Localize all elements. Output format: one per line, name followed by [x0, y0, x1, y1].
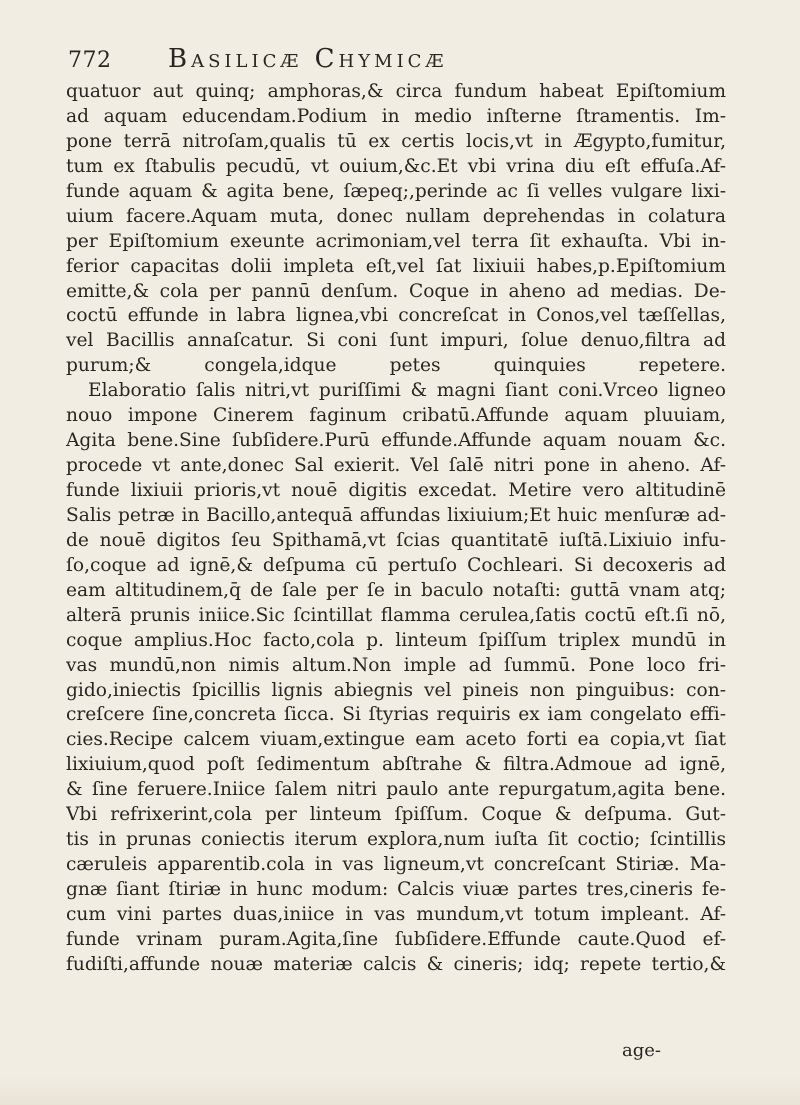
text-line: Elaboratio ſalis nitri,vt puriſſimi & magni ſiant coni.Vrceo ligneo — [88, 380, 726, 402]
page-header — [68, 44, 708, 78]
text-line: tis in prunas coniectis iterum explora,num iuſta ſit coctio; ſcintillis — [66, 829, 726, 851]
text-line: eam altitudinem,q̄ de ſale per ſe in baculo notaſti: guttā vnam atq; — [66, 579, 726, 601]
text-line: nouo impone Cinerem faginum cribatū.Affunde aquam pluuiam, — [66, 405, 726, 427]
text-line: & ſine feruere.Iniice ſalem nitri paulo ante repurgatum,agita bene. — [66, 779, 726, 801]
text-line: coctū effunde in labra lignea,vbi concreſcat in Conos,vel tæſſellas, — [66, 305, 726, 327]
page-edge — [0, 1077, 800, 1105]
body-text — [66, 80, 726, 978]
catchword: age- — [622, 1040, 661, 1061]
text-line: procede vt ante,donec Sal exierit. Vel ſalē nitri pone in aheno. Af- — [66, 455, 726, 477]
text-line: de nouē digitos ſeu Spithamā,vt ſcias quantitatē iuſtā.Lixiuio infu- — [66, 529, 726, 551]
text-line: emitte,& cola per pannū denſum. Coque in aheno ad medias. De- — [66, 280, 726, 302]
text-line: vel Bacillis annaſcatur. Si coni ſunt impuri, ſolue denuo,filtra ad — [66, 330, 726, 352]
running-head: Basilicæ Chymicæ — [168, 44, 448, 74]
text-line: gnæ ſiant ſtiriæ in hunc modum: Calcis viuæ partes tres,cineris fe- — [66, 879, 726, 900]
text-line: ad aquam educendam.Podium in medio inſterne ſtramentis. Im- — [66, 105, 726, 127]
text-line: tum ex ſtabulis pecudū, vt ouium,&c.Et vbi vrina diu eſt effuſa.Af- — [66, 155, 726, 177]
text-line: ferior capacitas dolii impleta eſt,vel ſat lixiuii habes,p.Epiſtomium — [66, 255, 726, 277]
text-line: funde aquam & agita bene, ſæpeq;,perinde ac ſi velles vulgare lixi- — [66, 180, 726, 202]
text-line: Salis petræ in Bacillo,antequā affundas lixiuium;Et huic menſuræ ad- — [66, 504, 726, 526]
text-line: funde lixiuii prioris,vt nouē digitis excedat. Metire vero altitudinē — [66, 480, 726, 501]
text-line: vas mundū,non nimis altum.Non imple ad ſummū. Pone loco fri- — [66, 654, 726, 676]
text-line: cies.Recipe calcem viuam,extingue eam aceto forti ea copia,vt ſiat — [66, 729, 726, 751]
text-line: quatuor aut quinq; amphoras,& circa fundum habeat Epiſtomium — [66, 81, 726, 102]
page-number: 772 — [68, 48, 112, 73]
text-line: creſcere ſine,concreta ſicca. Si ſtyrias requiris ex iam congelato effi- — [66, 704, 726, 726]
text-line: fudiſti,affunde nouæ materiæ calcis & cineris; idq; repete tertio,& — [66, 953, 726, 975]
text-line: Agita bene.Sine ſubſidere.Purū effunde.Affunde aquam nouam &c. — [66, 430, 726, 452]
text-line: pone terrā nitroſam,qualis tū ex certis locis,vt in Ægypto,fumitur, — [66, 130, 726, 152]
text-line: gido,iniectis ſpicillis lignis abiegnis vel pineis non pinguibus: con- — [66, 679, 726, 701]
text-line: alterā prunis iniice.Sic ſcintillat flamma cerulea,ſatis coctū eſt.ſi nō, — [66, 604, 726, 626]
text-line: purum;& congela,idque petes quinquies repetere. — [66, 355, 726, 377]
text-line: funde vrinam puram.Agita,ſine ſubſidere.Effunde caute.Quod ef- — [66, 928, 726, 950]
text-line: per Epiſtomium exeunte acrimoniam,vel terra ſit exhauſta. Vbi in- — [66, 230, 726, 252]
text-line: uium facere.Aquam muta, donec nullam deprehendas in colatura — [66, 205, 726, 227]
text-line: ſo,coque ad ignē,& deſpuma cū pertuſo Cochleari. Si decoxeris ad — [66, 554, 726, 576]
text-line: coque amplius.Hoc facto,cola p. linteum ſpiſſum triplex mundū in — [66, 629, 726, 651]
text-line: cæruleis apparentib.cola in vas ligneum,vt concreſcant Stiriæ. Ma- — [66, 854, 726, 876]
text-line: Vbi refrixerint,cola per linteum ſpiſſum. Coque & deſpuma. Gut- — [66, 804, 726, 826]
text-line: lixiuium,quod poſt ſedimentum abſtrahe & filtra.Admoue ad ignē, — [66, 754, 726, 776]
text-line: cum vini partes duas,iniice in vas mundum,vt totum impleant. Af- — [66, 903, 726, 925]
